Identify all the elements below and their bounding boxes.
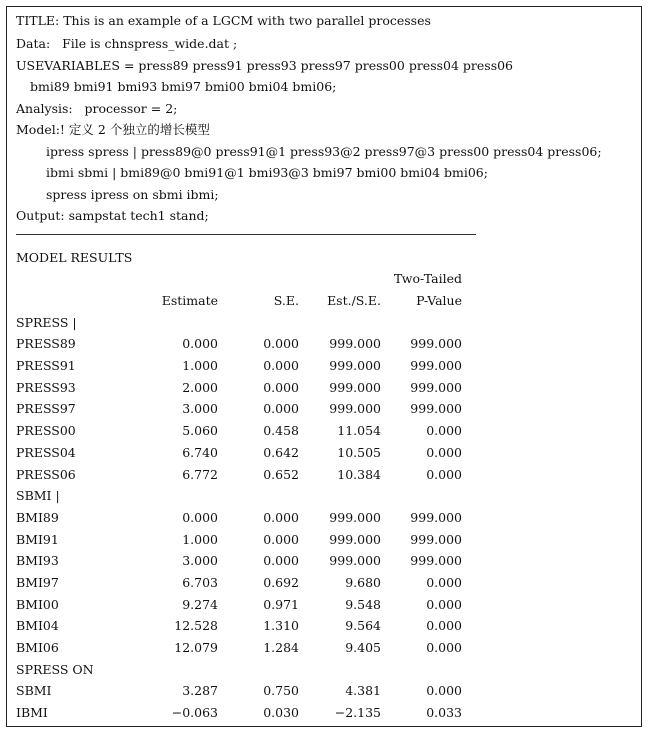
row-label: BMI97	[16, 574, 59, 590]
usevariables-line: USEVARIABLES = press89 press91 press93 press97 press00 press04 press06	[16, 58, 514, 73]
col-se-header: S.E.	[273, 293, 299, 309]
est-se-cell: 999.000	[329, 553, 381, 569]
est-se-cell: 10.384	[337, 466, 381, 482]
est-se-cell: 4.381	[345, 683, 381, 699]
estimate-cell: 12.528	[174, 618, 218, 634]
est-se-cell	[299, 485, 381, 507]
table-row	[16, 615, 462, 637]
est-se-cell: 999.000	[329, 336, 381, 352]
est-se-cell: 9.564	[345, 618, 381, 634]
estimate-cell: 3.000	[182, 401, 218, 417]
se-cell	[218, 658, 299, 680]
model-line: Model:! 定义 2 个独立的增长模型	[16, 122, 210, 137]
results-table	[16, 268, 462, 723]
table-row	[16, 398, 462, 420]
se-cell	[218, 485, 299, 507]
pvalue-cell	[381, 311, 462, 333]
est-se-cell: 10.505	[337, 444, 381, 460]
table-row	[16, 485, 462, 507]
se-cell: 0.000	[263, 358, 299, 374]
se-cell: 0.000	[263, 336, 299, 352]
se-cell: 1.310	[263, 618, 299, 634]
pvalue-cell: 0.000	[426, 596, 462, 612]
row-label: PRESS89	[16, 336, 76, 352]
est-se-cell: 999.000	[329, 358, 381, 374]
table-row	[16, 311, 462, 333]
estimate-cell: 0.000	[182, 336, 218, 352]
est-se-cell	[299, 311, 381, 333]
estimate-cell: 3.000	[182, 553, 218, 569]
row-label: PRESS00	[16, 423, 76, 439]
se-cell: 1.284	[263, 640, 299, 656]
est-se-cell: −2.135	[334, 705, 381, 721]
table-row	[16, 637, 462, 659]
pvalue-cell: 0.000	[426, 444, 462, 460]
title-line: TITLE: This is an example of a LGCM with two parallel processes	[16, 13, 431, 28]
se-cell	[218, 311, 299, 333]
row-label: BMI89	[16, 509, 59, 525]
estimate-cell: 2.000	[182, 379, 218, 395]
pvalue-cell: 999.000	[410, 336, 462, 352]
estimate-cell: 6.703	[182, 574, 218, 590]
row-label: PRESS97	[16, 401, 76, 417]
row-label: IBMI	[16, 705, 48, 721]
est-se-cell: 9.548	[345, 596, 381, 612]
header-row	[16, 290, 462, 312]
se-cell: 0.750	[263, 683, 299, 699]
row-label: PRESS93	[16, 379, 76, 395]
estimate-cell: 6.740	[182, 444, 218, 460]
table-row	[16, 507, 462, 529]
pvalue-cell: 0.000	[426, 423, 462, 439]
estimate-cell	[136, 485, 218, 507]
pvalue-cell: 0.000	[426, 683, 462, 699]
row-label: BMI06	[16, 640, 59, 656]
estimate-cell: 3.287	[182, 683, 218, 699]
analysis-line: Analysis: processor = 2;	[16, 101, 178, 116]
col-est-se-header: Est./S.E.	[327, 293, 381, 309]
est-se-cell	[299, 658, 381, 680]
row-label: SPRESS ON	[16, 661, 94, 677]
pvalue-cell: 999.000	[410, 509, 462, 525]
pvalue-cell: 0.000	[426, 466, 462, 482]
row-label: PRESS91	[16, 358, 76, 374]
table-row	[16, 420, 462, 442]
model-spec-bmi: ibmi sbmi | bmi89@0 bmi91@1 bmi93@3 bmi97 bmi00 bmi04 bmi06;	[46, 165, 488, 180]
table-row	[16, 442, 462, 464]
row-label: PRESS04	[16, 444, 76, 460]
pvalue-cell: 999.000	[410, 553, 462, 569]
table-row	[16, 463, 462, 485]
pvalue-cell: 0.033	[426, 705, 462, 721]
se-cell: 0.458	[263, 423, 299, 439]
table-row	[16, 702, 462, 724]
se-cell: 0.971	[263, 596, 299, 612]
estimate-cell: 12.079	[174, 640, 218, 656]
col-estimate-header: Estimate	[161, 293, 218, 309]
se-cell: 0.030	[263, 705, 299, 721]
output-line: Output: sampstat tech1 stand;	[16, 208, 209, 223]
est-se-cell: 999.000	[329, 401, 381, 417]
table-row	[16, 333, 462, 355]
est-se-cell: 999.000	[329, 509, 381, 525]
data-line: Data: File is chnspress_wide.dat ;	[16, 36, 238, 51]
est-se-cell: 11.054	[337, 423, 381, 439]
table-row	[16, 593, 462, 615]
estimate-cell: 1.000	[182, 358, 218, 374]
separator-rule	[16, 234, 476, 235]
pvalue-cell	[381, 658, 462, 680]
estimate-cell: 5.060	[182, 423, 218, 439]
est-se-cell: 9.405	[345, 640, 381, 656]
estimate-cell: 9.274	[182, 596, 218, 612]
header-row-top	[16, 268, 462, 290]
row-label: SPRESS |	[16, 314, 77, 330]
table-row	[16, 376, 462, 398]
est-se-cell: 9.680	[345, 574, 381, 590]
se-cell: 0.000	[263, 379, 299, 395]
usevariables-continuation: bmi89 bmi91 bmi93 bmi97 bmi00 bmi04 bmi06;	[30, 79, 337, 94]
se-cell: 0.000	[263, 553, 299, 569]
row-label: BMI04	[16, 618, 59, 634]
estimate-cell: 1.000	[182, 531, 218, 547]
table-row	[16, 680, 462, 702]
model-results-heading: MODEL RESULTS	[16, 250, 133, 265]
estimate-cell: −0.063	[171, 705, 218, 721]
table-row	[16, 658, 462, 680]
row-label: BMI00	[16, 596, 59, 612]
table-row	[16, 528, 462, 550]
se-cell: 0.692	[263, 574, 299, 590]
model-spec-press: ipress spress | press89@0 press91@1 press93@2 press97@3 press00 press04 press06;	[46, 144, 602, 159]
row-label: PRESS06	[16, 466, 76, 482]
pvalue-cell: 999.000	[410, 531, 462, 547]
estimate-cell	[136, 311, 218, 333]
estimate-cell: 6.772	[182, 466, 218, 482]
row-label: BMI91	[16, 531, 59, 547]
estimate-cell: 0.000	[182, 509, 218, 525]
pvalue-cell: 999.000	[410, 358, 462, 374]
table-row	[16, 572, 462, 594]
se-cell: 0.652	[263, 466, 299, 482]
col-pvalue-header: P-Value	[416, 293, 462, 309]
table-row	[16, 355, 462, 377]
row-label: BMI93	[16, 553, 59, 569]
pvalue-cell: 0.000	[426, 618, 462, 634]
se-cell: 0.642	[263, 444, 299, 460]
se-cell: 0.000	[263, 531, 299, 547]
table-row	[16, 550, 462, 572]
pvalue-cell: 999.000	[410, 379, 462, 395]
pvalue-cell: 0.000	[426, 640, 462, 656]
pvalue-cell	[381, 485, 462, 507]
se-cell: 0.000	[263, 509, 299, 525]
row-label: SBMI |	[16, 488, 60, 504]
two-tailed-header: Two-Tailed	[393, 271, 462, 287]
est-se-cell: 999.000	[329, 379, 381, 395]
pvalue-cell: 0.000	[426, 574, 462, 590]
model-spec-regression: spress ipress on sbmi ibmi;	[46, 187, 219, 202]
estimate-cell	[136, 658, 218, 680]
se-cell: 0.000	[263, 401, 299, 417]
pvalue-cell: 999.000	[410, 401, 462, 417]
row-label: SBMI	[16, 683, 52, 699]
est-se-cell: 999.000	[329, 531, 381, 547]
